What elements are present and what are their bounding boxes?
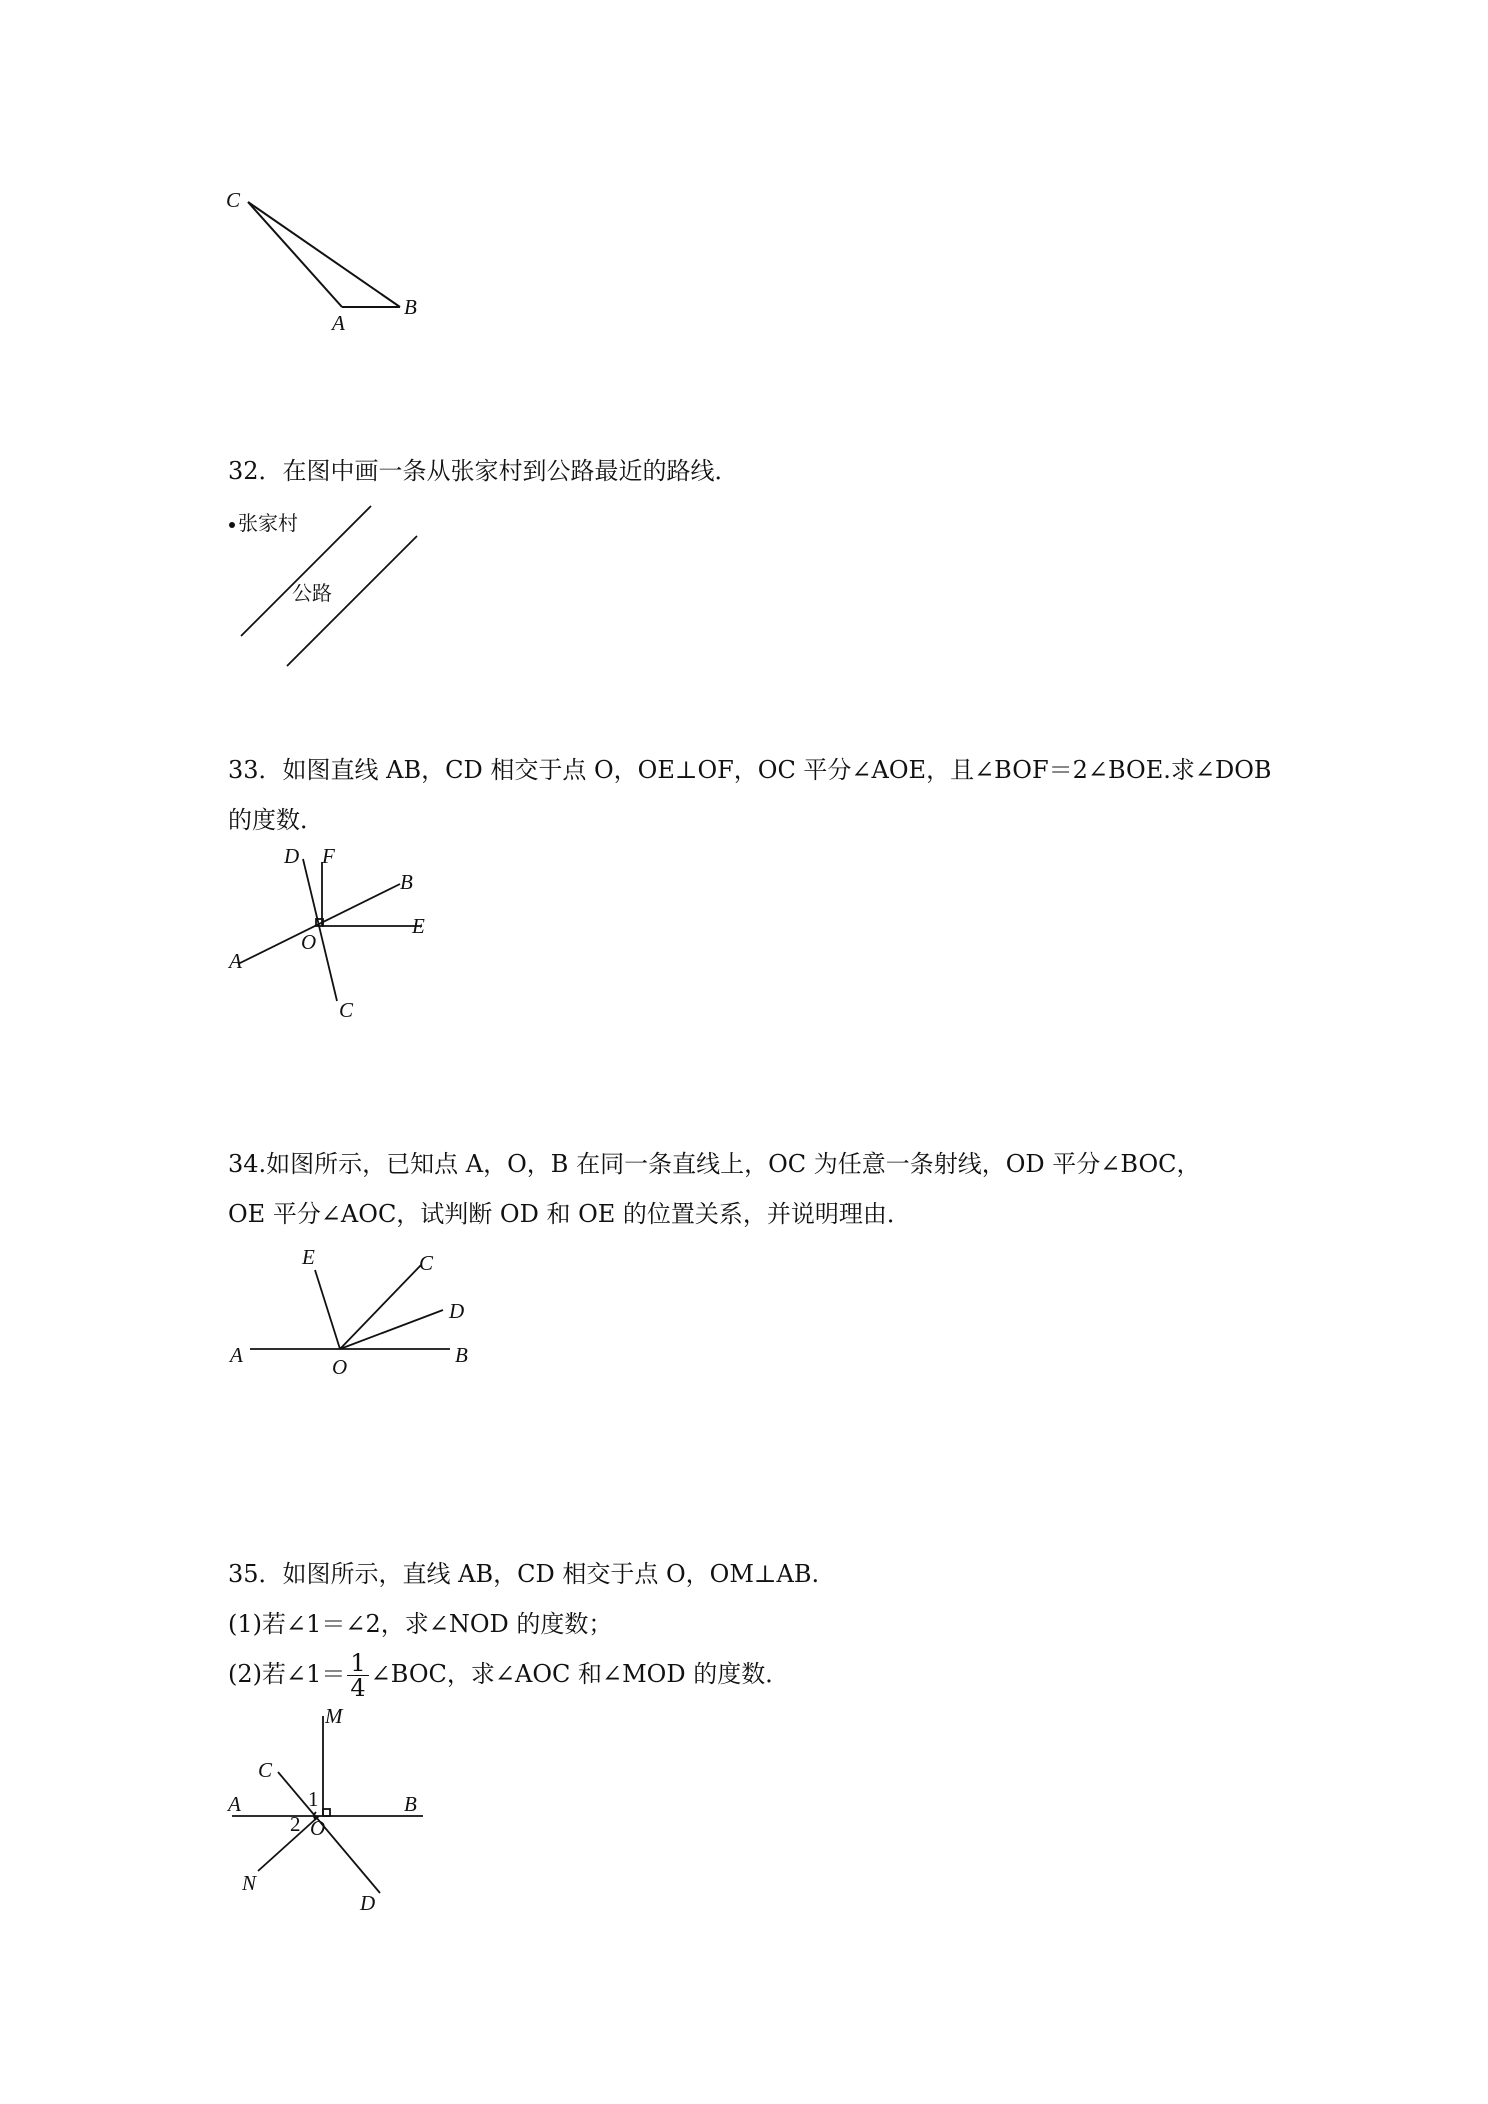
- label-c: C: [419, 1251, 434, 1275]
- label-c: C: [339, 998, 354, 1022]
- label-o: O: [301, 930, 317, 954]
- label-c: C: [258, 1758, 273, 1782]
- q34-text-line1: 34.如图所示，已知点 A，O，B 在同一条直线上，OC 为任意一条射线，OD 平分∠BOC，: [228, 1150, 1201, 1178]
- label-b: B: [400, 870, 413, 894]
- label-d: D: [449, 1299, 465, 1323]
- label-m: M: [325, 1704, 343, 1728]
- q32-text: 32．在图中画一条从张家村到公路最近的路线．: [228, 457, 739, 485]
- q35-line3-pre: (2)若∠1＝: [228, 1660, 346, 1688]
- label-o: O: [332, 1355, 348, 1379]
- village-label: 张家村: [238, 511, 298, 535]
- angle-1-label: 1: [308, 1787, 319, 1811]
- q34-text-line2: OE 平分∠AOC，试判断 OD 和 OE 的位置关系，并说明理由．: [228, 1200, 911, 1228]
- label-b: B: [404, 1792, 417, 1816]
- fraction-denominator: 4: [350, 1674, 366, 1702]
- label-a: A: [230, 1343, 243, 1367]
- label-f: F: [322, 844, 335, 868]
- label-c: C: [226, 188, 241, 212]
- label-a: A: [229, 949, 242, 973]
- q35-line3-post: ∠BOC，求∠AOC 和∠MOD 的度数．: [370, 1660, 790, 1688]
- label-n: N: [242, 1871, 257, 1895]
- road-label: 公路: [292, 581, 332, 605]
- label-b: B: [455, 1343, 468, 1367]
- angle-2-label: 2: [290, 1812, 301, 1836]
- label-e: E: [302, 1245, 315, 1269]
- label-o: O: [310, 1816, 326, 1840]
- fraction-numerator: 1: [347, 1651, 368, 1676]
- label-e: E: [412, 914, 425, 938]
- q33-text-line2: 的度数．: [228, 806, 324, 834]
- label-d: D: [360, 1891, 376, 1915]
- label-b: B: [404, 295, 417, 319]
- label-a: A: [228, 1792, 241, 1816]
- q35-text-line2: (1)若∠1＝∠2，求∠NOD 的度数；: [228, 1610, 613, 1638]
- label-a: A: [332, 311, 345, 335]
- label-d: D: [284, 844, 300, 868]
- q35-text-line1: 35．如图所示，直线 AB，CD 相交于点 O，OM⊥AB.: [228, 1560, 820, 1588]
- q33-text-line1: 33．如图直线 AB，CD 相交于点 O，OE⊥OF，OC 平分∠AOE，且∠BOF＝2∠BOE.求∠DOB: [228, 756, 1272, 784]
